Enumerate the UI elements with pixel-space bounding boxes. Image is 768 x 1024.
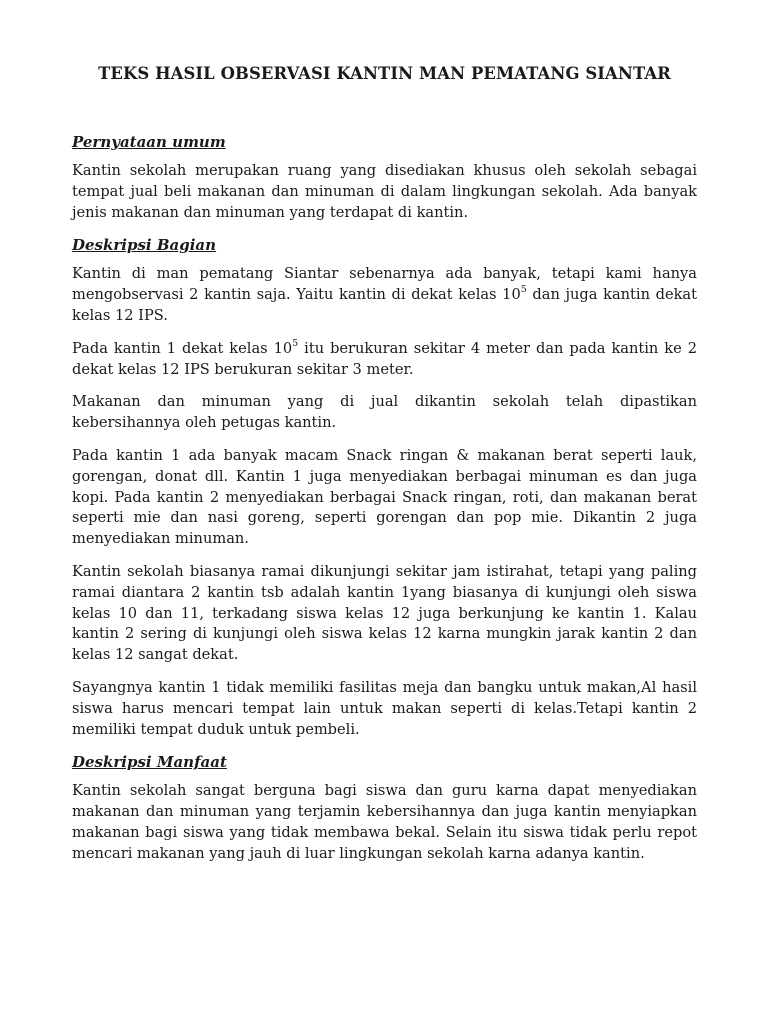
paragraph-description-2	[72, 339, 697, 381]
paragraph-description-6: Sayangnya kantin 1 tidak memiliki fasilitas meja dan bangku untuk makan,Al hasil siswa harus mencari tempat lain untuk makan seperti di kelas.Tetapi kantin 2 memiliki tempat duduk untuk pembeli.	[72, 678, 697, 738]
superscript: 5	[520, 284, 527, 296]
paragraph-general-1: Kantin sekolah merupakan ruang yang disediakan khusus oleh sekolah sebagai tempat jual beli makanan dan minuman di dalam lingkungan sekolah. Ada banyak jenis makanan dan minuman yang terdapat di kantin.	[72, 162, 697, 221]
section-heading-general: Pernyataan umum	[72, 133, 226, 151]
paragraph-description-5: Kantin sekolah biasanya ramai dikunjungi sekitar jam istirahat, tetapi yang paling ramai diantara 2 kantin tsb adalah kantin 1yang biasanya di kunjungi oleh siswa kelas 10 dan 11, terkadang siswa kelas 12 juga berkunjung ke kantin 1. Kalau kantin 2 sering di kunjungi oleh siswa kelas 12 karna mungkin jarak kantin 2 dan kelas 12 sangat dekat.	[72, 562, 697, 664]
paragraph-text: Kantin di man pematang Siantar sebenarnya ada banyak, tetapi kami hanya mengobservasi 2 kantin saja. Yaitu kantin di dekat kelas 10	[72, 265, 697, 304]
document-page	[72, 62, 697, 877]
paragraph-description-3: Makanan dan minuman yang di jual dikantin sekolah telah dipastikan kebersihannya oleh petugas kantin.	[72, 393, 697, 432]
paragraph-text: dan juga kantin dekat kelas 12 IPS.	[72, 286, 697, 324]
paragraph-text: itu berukuran sekitar 4 meter dan pada kantin ke 2 dekat kelas 12 IPS berukuran sekitar 3 meter.	[72, 339, 697, 378]
paragraph-text: Pada kantin 1 dekat kelas 10	[72, 339, 293, 357]
section-heading-description: Deskripsi Bagian	[72, 236, 217, 255]
paragraph-description-4: Pada kantin 1 ada banyak macam Snack ringan & makanan berat seperti lauk, gorengan, donat dll. Kantin 1 juga menyediakan berbagai minuman es dan juga kopi. Pada kantin 2 menyediakan berbagai Snack ringan, roti, dan makanan berat seperti mie dan nasi goreng, seperti gorengan dan pop mie. Dikantin 2 juga menyediakan minuman.	[72, 446, 697, 548]
paragraph-description-1	[72, 264, 697, 326]
section-heading-benefit: Deskripsi Manfaat	[72, 753, 227, 772]
superscript: 5	[292, 337, 299, 349]
document-title: TEKS HASIL OBSERVASI KANTIN MAN PEMATANG SIANTAR	[98, 64, 671, 83]
paragraph-benefit-1: Kantin sekolah sangat berguna bagi siswa dan guru karna dapat menyediakan makanan dan minuman yang terjamin kebersihannya dan juga kantin menyiapkan makanan bagi siswa yang tidak membawa bekal. Selain itu siswa tidak perlu repot mencari makanan yang jauh di luar lingkungan sekolah karna adanya kantin.	[72, 782, 697, 862]
